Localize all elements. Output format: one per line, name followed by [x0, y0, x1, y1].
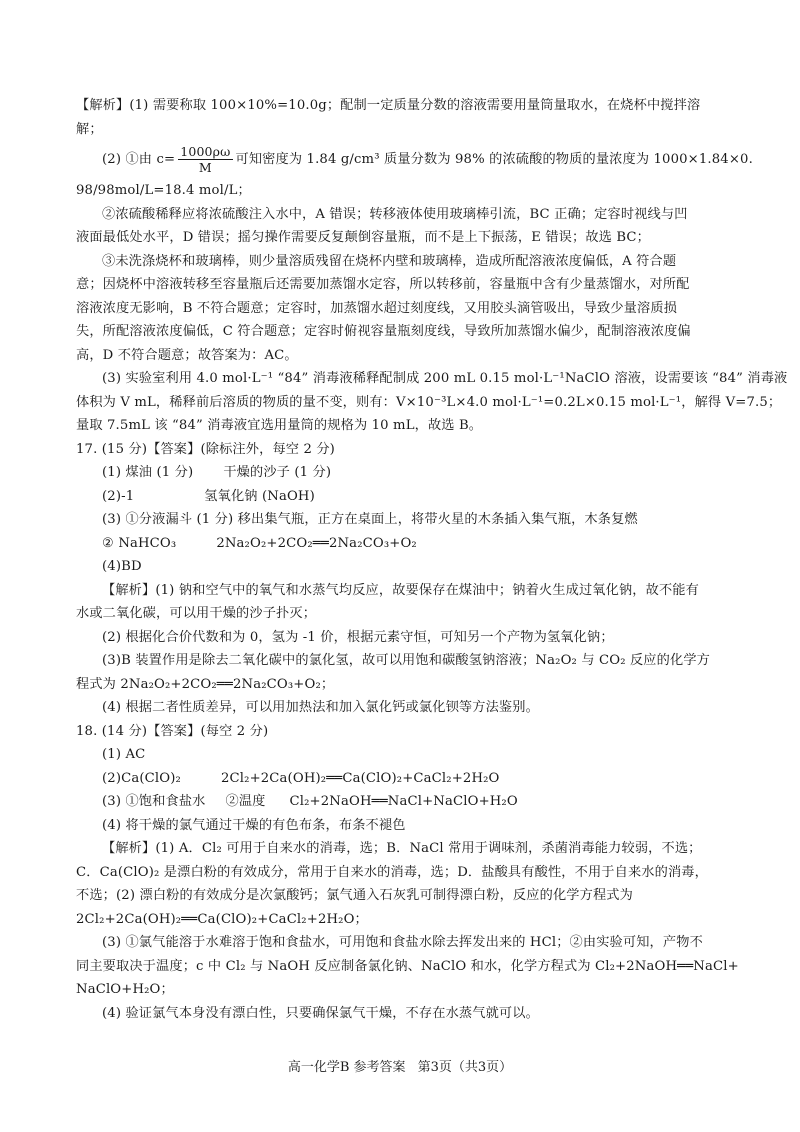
- text-line: 高，D 不符合题意；故答案为：AC。: [76, 347, 298, 363]
- answer-part: ② NaHCO₃: [102, 535, 177, 551]
- text-line: 解；: [76, 121, 103, 137]
- question-header: 17. (15 分)【答案】(除标注外，每空 2 分): [76, 441, 335, 457]
- answer-line: [76, 532, 726, 556]
- answer-part: 2Cl₂+2Ca(OH)₂══Ca(ClO)₂+CaCl₂+2H₂O: [220, 770, 500, 786]
- text-line: 溶液浓度无影响，B 不符合题意；定容时，加蒸馏水超过刻度线，又用胶头滴管吸出，导致少量溶质损: [76, 300, 678, 316]
- text-line: (3) 实验室利用 4.0 mol·L⁻¹ “84” 消毒液稀释配制成 200 mL 0.15 mol·L⁻¹NaClO 溶液，设需要该 “84” 消毒液: [102, 371, 788, 386]
- answer-part: (2)Ca(ClO)₂: [102, 770, 181, 786]
- text-line: 液面最低处水平，D 错误；摇匀操作需要反复颠倒容量瓶，而不是上下振荡，E 错误；故选 BC；: [76, 230, 651, 245]
- answer-part: (2)-1: [102, 488, 135, 504]
- text-line: (3)B 装置作用是除去二氧化碳中的氯化氢，故可以用饱和碳酸氢钠溶液；Na₂O₂ 与 CO₂ 反应的化学方: [102, 653, 710, 668]
- text-line: NaClO+H₂O；: [76, 982, 174, 997]
- text-line: 程式为 2Na₂O₂+2CO₂══2Na₂CO₃+O₂；: [76, 676, 335, 692]
- answer-line: [76, 461, 726, 485]
- text-line: 体积为 V mL，稀释前后溶质的物质的量不变，则有：V×10⁻³L×4.0 mol·L⁻¹=0.2L×0.15 mol·L⁻¹，解得 V=7.5；: [76, 394, 782, 410]
- formula-line: [76, 141, 753, 179]
- answer-part: 2Na₂O₂+2CO₂══2Na₂CO₃+O₂: [216, 535, 417, 551]
- page-footer: [0, 1058, 800, 1078]
- text-line: 量取 7.5mL 该 “84” 消毒液宜选用量筒的规格为 10 mL，故选 B。: [76, 418, 483, 433]
- text-line: ③未洗涤烧杯和玻璃棒，则少量溶质残留在烧杯内壁和玻璃棒，造成所配溶液浓度偏低，A 符合题: [102, 253, 677, 269]
- text-line: 意；因烧杯中溶液转移至容量瓶后还需要加蒸馏水定容，所以转移前，容量瓶中含有少量蒸馏水，对所配: [76, 277, 690, 292]
- answer-page: [76, 94, 788, 1025]
- fraction-denominator: M: [198, 160, 212, 175]
- answer-line: (4) 将干燥的氯气通过干燥的有色布条，布条不褪色: [102, 817, 406, 833]
- answer-line: [76, 790, 726, 814]
- footer-page-number: 第3页（共3页）: [417, 1060, 513, 1075]
- answer-line: (3) ①分液漏斗 (1 分) 移出集气瓶，正方在桌面上，将带火星的木条插入集气瓶，木条复燃: [102, 512, 638, 527]
- answer-part: 氢氧化钠 (NaOH): [204, 488, 315, 504]
- footer-title: 高一化学B 参考答案: [287, 1060, 406, 1075]
- text-line: ②浓硫酸稀释应将浓硫酸注入水中，A 错误；转移液体使用玻璃棒引流，BC 正确；定容时视线与凹: [102, 206, 688, 222]
- text-line: 【解析】(1) A．Cl₂ 可用于自来水的消毒，选；B．NaCl 常用于调味剂，杀菌消毒能力较弱，不选；: [102, 841, 702, 856]
- text-span: (2) ①由 c=: [102, 152, 176, 167]
- text-line: (4) 验证氯气本身没有漂白性，只要确保氯气干燥，不存在水蒸气就可以。: [102, 1005, 539, 1021]
- text-line: 同主要取决于温度；c 中 Cl₂ 与 NaOH 反应制备氯化钠、NaClO 和水，化学方程式为 Cl₂+2NaOH══NaCl+: [76, 958, 739, 974]
- text-line: 水或二氧化碳，可以用干燥的沙子扑灭；: [76, 606, 317, 621]
- text-line: 【解析】(1) 需要称取 100×10%=10.0g；配制一定质量分数的溶液需要用量筒量取水，在烧杯中搅拌溶: [76, 98, 701, 113]
- answer-part: (1) 煤油 (1 分): [102, 465, 194, 480]
- fraction: [178, 144, 232, 175]
- text-span: 可知密度为 1.84 g/cm³ 质量分数为 98% 的浓硫酸的物质的量浓度为 1000×1.84×0.: [235, 152, 753, 167]
- text-line: 2Cl₂+2Ca(OH)₂══Ca(ClO)₂+CaCl₂+2H₂O；: [76, 911, 368, 927]
- answer-part: ②温度: [225, 794, 266, 809]
- text-line: 不选；(2) 漂白粉的有效成分是次氯酸钙；氯气通入石灰乳可制得漂白粉，反应的化学方程式为: [76, 888, 633, 903]
- text-line: (4) 根据二者性质差异，可以用加热法和加入氯化钙或氯化钡等方法鉴别。: [102, 700, 539, 715]
- answer-line: (4)BD: [102, 559, 142, 574]
- question-header: 18. (14 分)【答案】(每空 2 分): [76, 723, 269, 739]
- answer-line: [76, 767, 726, 791]
- text-line: 【解析】(1) 钠和空气中的氧气和水蒸气均反应，故要保存在煤油中；钠着火生成过氧化钠，故不能有: [102, 582, 699, 598]
- text-line: C．Ca(ClO)₂ 是漂白粉的有效成分，常用于自来水的消毒，选；D．盐酸具有酸性，不用于自来水的消毒，: [76, 864, 708, 880]
- answer-line: [76, 485, 726, 509]
- text-line: (3) ①氯气能溶于水难溶于饱和食盐水，可用饱和食盐水除去挥发出来的 HCl；②由实验可知，产物不: [102, 935, 703, 950]
- answer-part: Cl₂+2NaOH══NaCl+NaClO+H₂O: [289, 794, 518, 809]
- answer-part: 干燥的沙子 (1 分): [223, 465, 332, 480]
- text-line: (2) 根据化合价代数和为 0，氢为 -1 价，根据元素守恒，可知另一个产物为氢氧化钠；: [102, 629, 614, 645]
- answer-line: (1) AC: [102, 747, 146, 762]
- answer-part: (3) ①饱和食盐水: [102, 794, 206, 809]
- text-line: 98/98mol/L=18.4 mol/L；: [76, 183, 251, 198]
- fraction-numerator: 1000ρω: [180, 144, 231, 159]
- text-line: 失，所配溶液浓度偏低，C 符合题意；定容时俯视容量瓶刻度线，导致所加蒸馏水偏少，配制溶液浓度偏: [76, 324, 691, 339]
